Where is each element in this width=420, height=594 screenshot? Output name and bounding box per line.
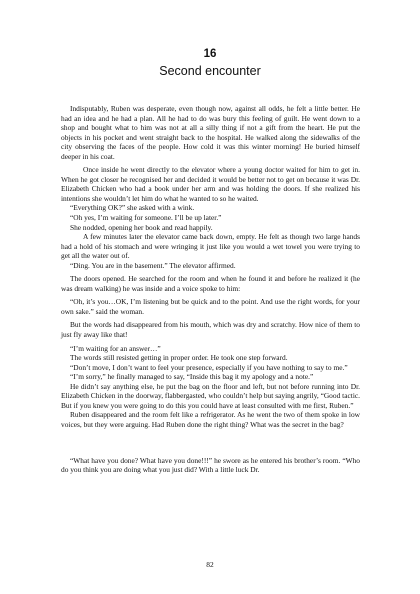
paragraph: “What have you done? What have you done!!!” he swore as he entered his brother’s room. “Who do you think you are doing what you just did? With a little luck Dr. [61,455,360,475]
paragraph: “Oh yes, I’m waiting for someone. I’ll be up later.” [70,213,222,223]
paragraph: “I’m sorry,” he finally managed to say, “Inside this bag it my apology and a note.” [70,372,314,382]
paragraph: He didn’t say anything else, he put the bag on the floor and left, but not before running into Dr. Elizabeth Chicken in the doorway, flabbergasted, who couldn’t help but saying angrily, “Good tactic. But if you knew you were going to do this you could have at least consulted with me first, Ruben.” [61,381,360,410]
paragraph: “Ding. You are in the basement.” The elevator affirmed. [70,260,236,270]
paragraph: But the words had disappeared from his mouth, which was dry and scratchy. How nice of them to just fly away like that! [61,320,360,340]
paragraph: Ruben disappeared and the room felt like a refrigerator. As he went the two of them spoke in low voices, but they were arguing. Had Ruben done the right thing? What was the secret in the bag? [61,410,360,429]
paragraph: She nodded, opening her book and read happily. [70,222,213,232]
paragraph: Indisputably, Ruben was desperate, even though now, against all odds, he felt a little better. He had an idea and he had a plan. All he had to do was bury this feeling of guilt. He went down to a shop and bought what to him was not at all a silly thing if not a gift from the heart. He put the objects in his pocket and went straight back to the hospital. He walked along the sidewalks of the city observing the faces of the people. How cold it was this winter morning! He buried himself deeper in his coat. [61,104,360,161]
chapter-number: 16 [203,48,217,60]
paragraph: “Everything OK?” she asked with a wink. [70,203,195,213]
paragraph: “Don’t move, I don’t want to feel your presence, especially if you have nothing to say to me.” [70,362,348,372]
paragraph: A few minutes later the elevator came back down, empty. He felt as though two large hands had a hold of his stomach and were wringing it just like you would a wet towel you were trying to get all the water out of. [61,232,360,261]
paragraph: The doors opened. He searched for the room and when he found it and before he realized it (he was dream walking) he was inside and a voice spoke to him: [61,274,360,293]
body-text [61,104,360,475]
paragraph: The words still resisted getting in proper order. He took one step forward. [70,353,288,363]
paragraph: “Oh, it’s you…OK, I’m listening but be quick and to the point. And use the right words, for your own sake.” said the woman. [61,297,360,316]
paragraph: “I’m waiting for an answer…” [70,343,161,353]
page-number: 82 [206,560,214,569]
paragraph: Once inside he went directly to the elevator where a young doctor waited for him to get in. When he got closer he recognised her and decided it would be better not to get on because it was Dr. Elizabeth Chicken who had a book under her arm and was holding the doors. If she realized his intentions she wouldn’t let him do what he wanted to so he waited. [61,165,360,203]
chapter-title: Second encounter [159,64,261,78]
